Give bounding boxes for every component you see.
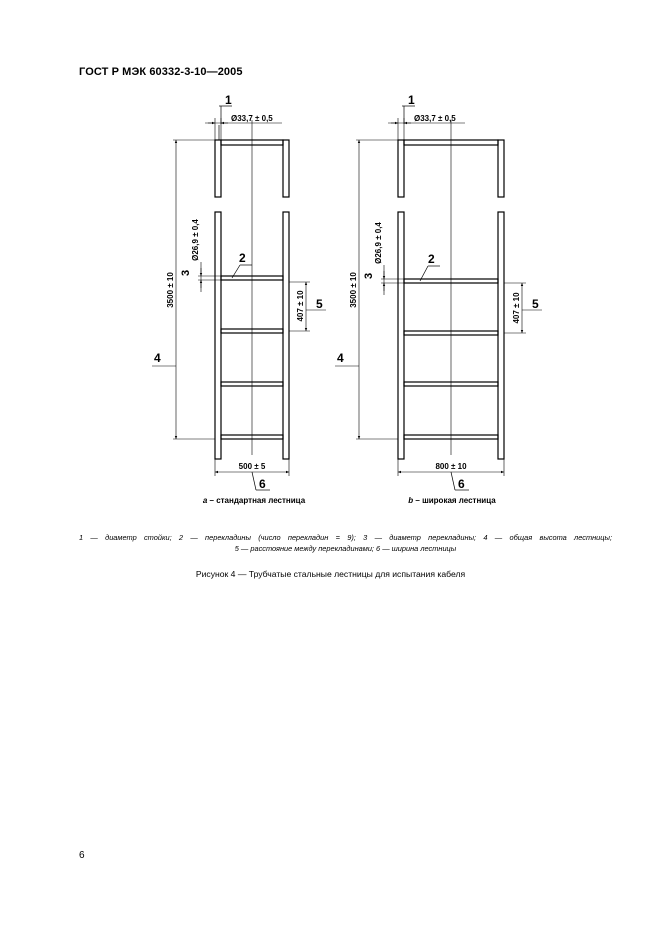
figure-legend-line-2: 5 — расстояние между перекладинами; 6 — ширина лестницы [234,544,457,553]
left-post-lower [398,212,404,459]
left-post-lower [215,212,221,459]
left-dim-width: 500 ± 5 [238,462,266,471]
left-label-1: 1 [225,93,232,107]
right-post-lower [283,212,289,459]
left-label-4: 4 [154,351,161,365]
right-dim-width: 800 ± 10 [435,462,467,471]
left-label-6: 6 [259,477,266,491]
left-label-2: 2 [239,251,246,265]
right-label-1: 1 [408,93,415,107]
left-post-upper [398,140,404,197]
right-dim-height: 3500 ± 10 [349,272,358,308]
left-label-5: 5 [316,297,323,311]
left-dim-rung-spacing: 407 ± 10 [296,290,305,322]
figure-legend-line-1: 1 — диаметр стойки; 2 — перекладины (число перекладин = 9); 3 — диаметр перекладины; 4 — общая высота лестницы; [79,533,612,542]
left-label-3: 3 [180,269,192,276]
right-label-4: 4 [337,351,344,365]
document-header: ГОСТ Р МЭК 60332-3-10—2005 [79,66,243,78]
left-post-upper [215,140,221,197]
right-label-2: 2 [428,252,435,266]
right-dim-rung-diameter: Ø26,9 ± 0,4 [374,222,383,264]
right-post-lower [498,212,504,459]
left-dim-post-diameter: Ø33,7 ± 0,5 [231,114,273,123]
right-dim-rung-spacing: 407 ± 10 [512,292,521,324]
right-subcaption: b – широкая лестница [408,496,496,505]
right-dim-post-diameter: Ø33,7 ± 0,5 [414,114,456,123]
left-subcaption: a – стандартная лестница [202,496,306,505]
left-dim-rung-diameter: Ø26,9 ± 0,4 [191,219,200,261]
page-number: 6 [79,850,85,861]
ladder-wide [335,106,542,490]
figure-caption: Рисунок 4 — Трубчатые стальные лестницы для испытания кабеля [195,569,466,579]
right-post-upper [498,140,504,197]
right-label-6: 6 [458,477,465,491]
right-label-5: 5 [532,297,539,311]
left-dim-height: 3500 ± 10 [166,272,175,308]
right-label-3: 3 [363,272,375,279]
right-post-upper [283,140,289,197]
